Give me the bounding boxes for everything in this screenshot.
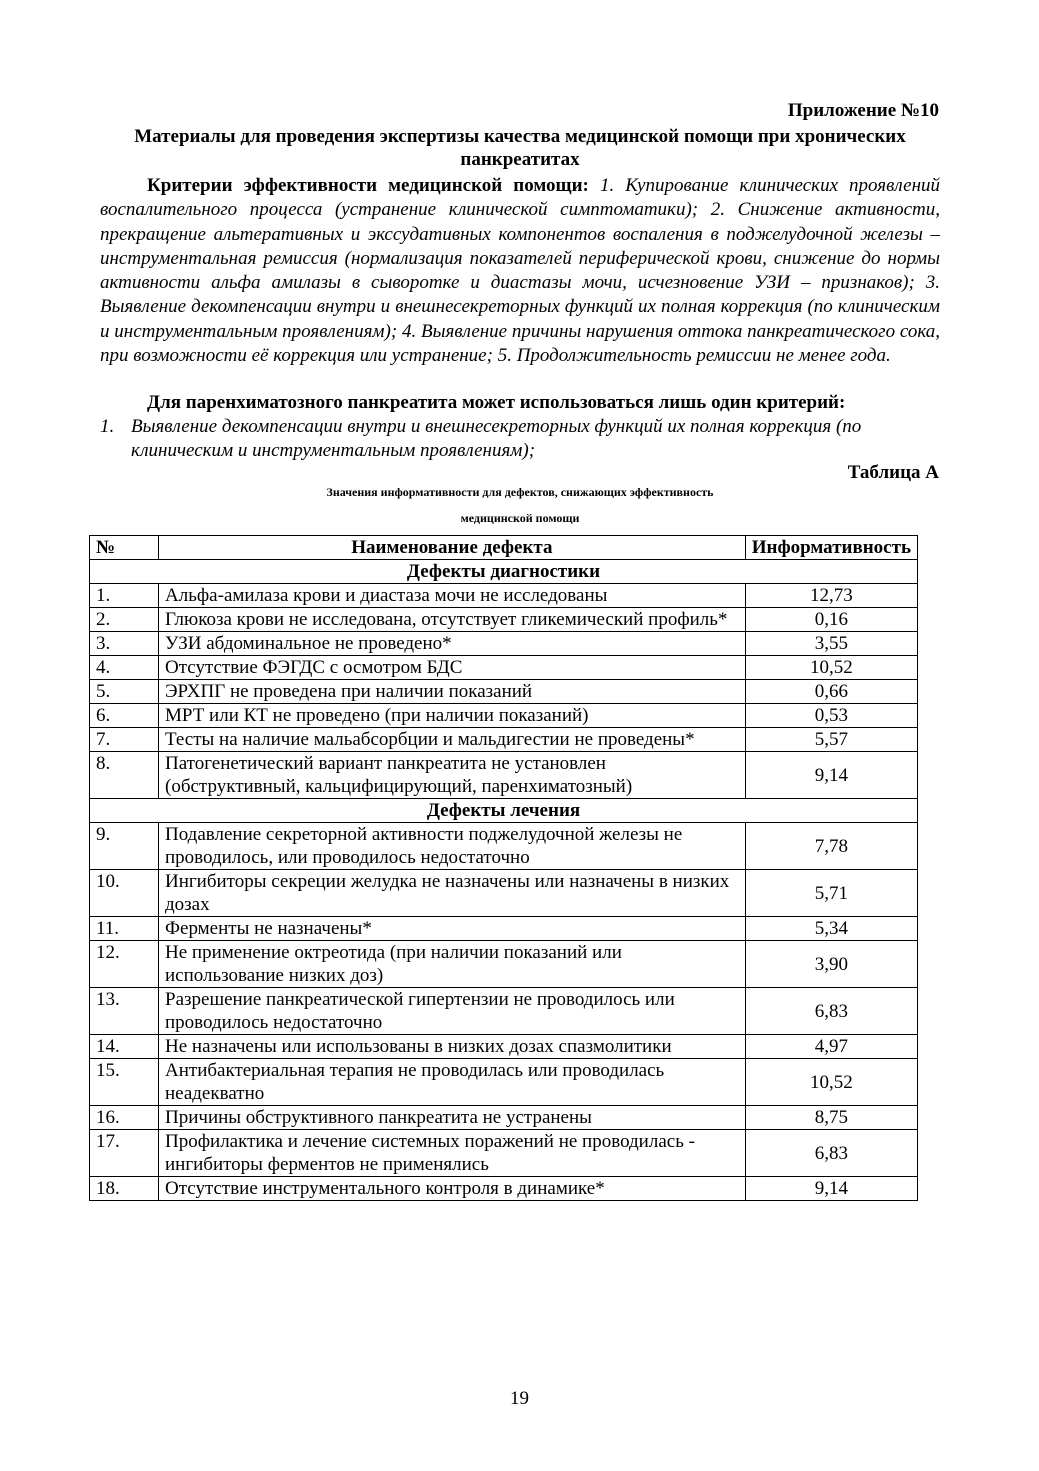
table-row <box>90 632 918 656</box>
row-number: 13. <box>90 988 159 1035</box>
table-row <box>90 941 918 988</box>
criteria-text: 1. Купирование клинических проявлений воспалительного процесса (устранение клинической симптоматики); 2. Снижение активности, прекращение альтеративных и экссудативных компонентов воспаления в поджелудочной железы – инструментальная ремиссия (нормализация показателей периферической крови, снижение до нормы активности альфа амилазы в сыворотке и диастазы мочи, исчезновение УЗИ – признаков); 3. Выявление декомпенсации внутри и внешнесекреторных функций их полная коррекция (по клиническим и инструментальным проявлениям); 4. Выявление причины нарушения оттока панкреатического сока, при возможности её коррекция или устранение; 5. Продолжительность ремиссии не менее года. <box>100 175 941 367</box>
defect-name: Отсутствие инструментального контроля в динамике* <box>159 1177 746 1201</box>
table-row <box>90 680 918 704</box>
informativeness-value: 0,53 <box>745 704 917 728</box>
table-row <box>90 1106 918 1130</box>
row-number: 7. <box>90 728 159 752</box>
defect-name: Антибактериальная терапия не проводилась или проводилась неадекватно <box>159 1059 746 1106</box>
defect-name: МРТ или КТ не проведено (при наличии показаний) <box>159 704 746 728</box>
table-header-row <box>90 536 918 560</box>
section-title: Дефекты лечения <box>90 799 918 823</box>
criteria-paragraph <box>100 174 940 368</box>
section-row <box>90 560 918 584</box>
informativeness-value: 9,14 <box>745 1177 917 1201</box>
informativeness-value: 7,78 <box>745 823 917 870</box>
table-row <box>90 704 918 728</box>
appendix-label: Приложение №10 <box>787 100 939 121</box>
row-number: 2. <box>90 608 159 632</box>
defect-name: Причины обструктивного панкреатита не устранены <box>159 1106 746 1130</box>
informativeness-value: 6,83 <box>745 988 917 1035</box>
defect-name: Ингибиторы секреции желудка не назначены или назначены в низких дозах <box>159 870 746 917</box>
table-row <box>90 752 918 799</box>
informativeness-value: 10,52 <box>745 656 917 680</box>
table-row <box>90 656 918 680</box>
table-caption-line2: медицинской помощи <box>460 511 580 525</box>
row-number: 5. <box>90 680 159 704</box>
table-row <box>90 1059 918 1106</box>
informativeness-value: 4,97 <box>745 1035 917 1059</box>
informativeness-value: 0,16 <box>745 608 917 632</box>
defect-name: ЭРХПГ не проведена при наличии показаний <box>159 680 746 704</box>
page-number: 19 <box>510 1388 529 1409</box>
table-row <box>90 1130 918 1177</box>
table-caption-line1: Значения информативности для дефектов, снижающих эффективность <box>326 485 714 499</box>
defect-name: Подавление секреторной активности поджелудочной железы не проводилось, или проводилось недостаточно <box>159 823 746 870</box>
defect-name: Тесты на наличие мальабсорбции и мальдигестии не проведены* <box>159 728 746 752</box>
parenchymal-note: Для паренхиматозного панкреатита может использоваться лишь один критерий: <box>147 392 846 413</box>
row-number: 16. <box>90 1106 159 1130</box>
table-row <box>90 870 918 917</box>
informativeness-value: 0,66 <box>745 680 917 704</box>
row-number: 12. <box>90 941 159 988</box>
header-defect-name: Наименование дефекта <box>159 536 746 560</box>
defect-name: Ферменты не назначены* <box>159 917 746 941</box>
row-number: 4. <box>90 656 159 680</box>
informativeness-value: 5,71 <box>745 870 917 917</box>
row-number: 15. <box>90 1059 159 1106</box>
section-title: Дефекты диагностики <box>90 560 918 584</box>
row-number: 11. <box>90 917 159 941</box>
defect-name: Альфа-амилаза крови и диастаза мочи не исследованы <box>159 584 746 608</box>
informativeness-value: 3,90 <box>745 941 917 988</box>
row-number: 1. <box>90 584 159 608</box>
row-number: 10. <box>90 870 159 917</box>
defect-name: УЗИ абдоминальное не проведено* <box>159 632 746 656</box>
informativeness-value: 5,34 <box>745 917 917 941</box>
informativeness-value: 8,75 <box>745 1106 917 1130</box>
defect-name: Профилактика и лечение системных поражений не проводилась - ингибиторы ферментов не применялись <box>159 1130 746 1177</box>
row-number: 18. <box>90 1177 159 1201</box>
table-body <box>90 560 918 1201</box>
defect-name: Не назначены или использованы в низких дозах спазмолитики <box>159 1035 746 1059</box>
criterion-text: Выявление декомпенсации внутри и внешнесекреторных функций их полная коррекция (по клиническим и инструментальным проявлениям); <box>131 416 862 461</box>
informativeness-value: 6,83 <box>745 1130 917 1177</box>
row-number: 3. <box>90 632 159 656</box>
table-row <box>90 823 918 870</box>
defect-name: Патогенетический вариант панкреатита не установлен (обструктивный, кальцифицирующий, паренхиматозный) <box>159 752 746 799</box>
table-row <box>90 988 918 1035</box>
table-row <box>90 728 918 752</box>
row-number: 9. <box>90 823 159 870</box>
table-row <box>90 584 918 608</box>
criterion-list-item <box>100 415 940 463</box>
informativeness-value: 5,57 <box>745 728 917 752</box>
document-title: Материалы для проведения экспертизы качества медицинской помощи при хронических панкреатитах <box>134 126 906 170</box>
table-row <box>90 917 918 941</box>
table-row <box>90 1035 918 1059</box>
header-number: № <box>90 536 159 560</box>
table-row <box>90 608 918 632</box>
informativeness-value: 3,55 <box>745 632 917 656</box>
section-row <box>90 799 918 823</box>
criterion-number: 1. <box>100 416 115 437</box>
informativeness-value: 10,52 <box>745 1059 917 1106</box>
row-number: 14. <box>90 1035 159 1059</box>
criteria-lead: Критерии эффективности медицинской помощи: <box>147 175 589 196</box>
table-label: Таблица А <box>847 462 939 483</box>
defect-name: Не применение октреотида (при наличии показаний или использование низких доз) <box>159 941 746 988</box>
row-number: 17. <box>90 1130 159 1177</box>
defect-name: Отсутствие ФЭГДС с осмотром БДС <box>159 656 746 680</box>
header-informativeness: Информативность <box>745 536 917 560</box>
defect-name: Разрешение панкреатической гипертензии не проводилось или проводилось недостаточно <box>159 988 746 1035</box>
defect-name: Глюкоза крови не исследована, отсутствует гликемический профиль* <box>159 608 746 632</box>
informativeness-value: 12,73 <box>745 584 917 608</box>
informativeness-value: 9,14 <box>745 752 917 799</box>
row-number: 6. <box>90 704 159 728</box>
defects-table <box>89 535 918 1201</box>
row-number: 8. <box>90 752 159 799</box>
table-row <box>90 1177 918 1201</box>
